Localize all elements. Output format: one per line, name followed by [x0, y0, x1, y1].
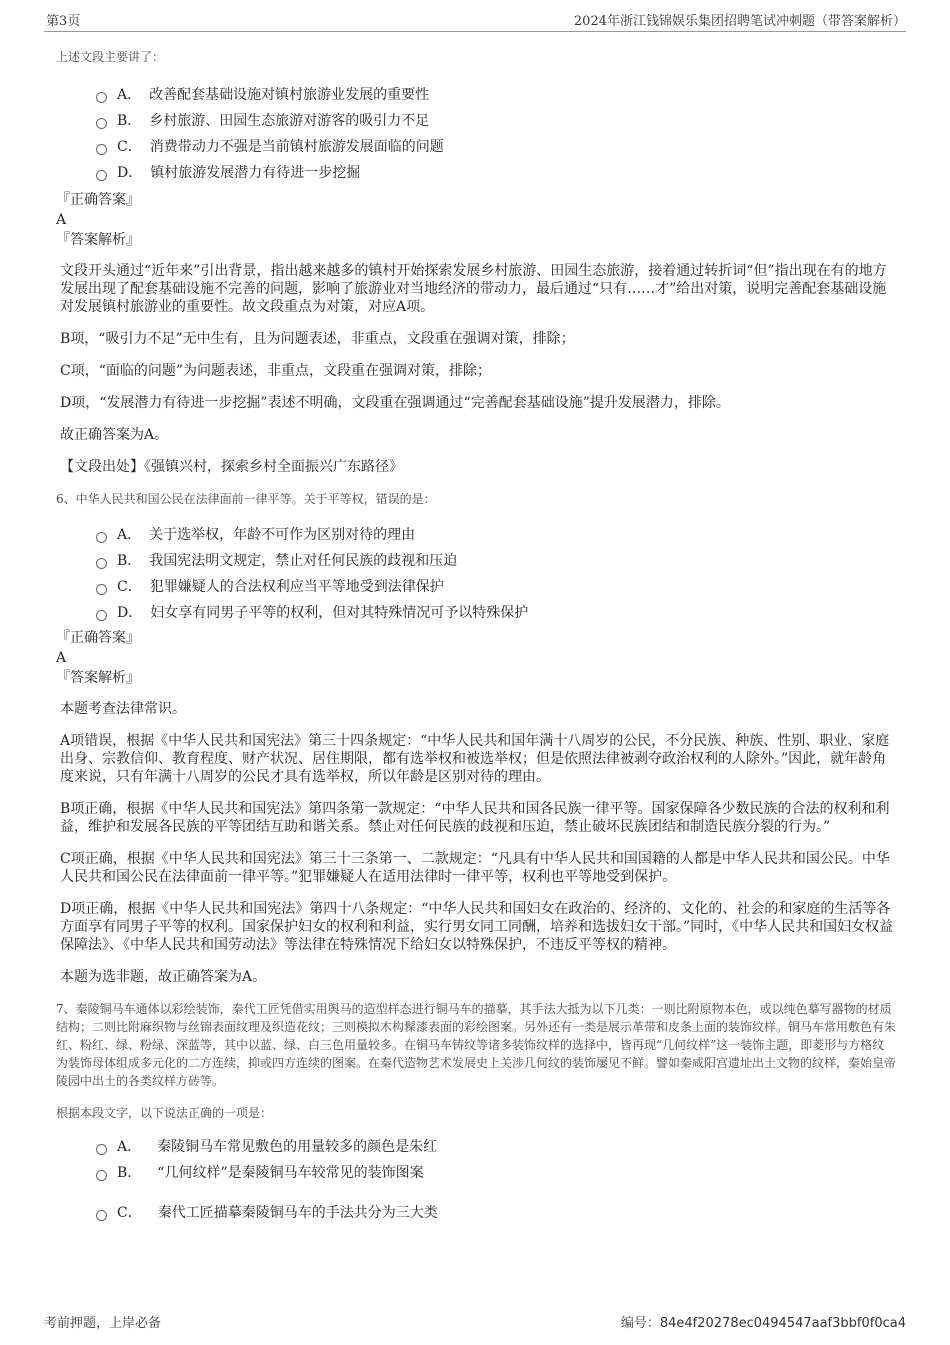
- page-content: [56, 48, 896, 1226]
- radio-button[interactable]: [96, 532, 107, 543]
- analysis-paragraph: C项正确，根据《中华人民共和国宪法》第三十三条第一、二款规定：“凡具有中华人民共和国国籍的人都是中华人民共和国公民。中华人民共和国公民在法律面前一律平等。”犯罪嫌疑人在适用法律时一律平等，权利也平等地受到保护。: [60, 851, 890, 885]
- answer-heading: 『正确答案』: [56, 192, 140, 208]
- radio-button[interactable]: [96, 118, 107, 129]
- answer-value: A: [56, 212, 67, 228]
- option-text: 犯罪嫌疑人的合法权利应当平等地受到法律保护: [149, 579, 444, 595]
- analysis-paragraph: B项，“吸引力不足”无中生有，且为问题表述，非重点，文段重在强调对策，排除；: [60, 331, 575, 347]
- option-a[interactable]: [96, 1134, 896, 1160]
- option-text: 改善配套基础设施对镇村旅游业发展的重要性: [149, 87, 430, 103]
- option-text: 妇女享有同男子平等的权利，但对其特殊情况可予以特殊保护: [150, 605, 529, 621]
- option-d[interactable]: [96, 160, 896, 186]
- option-label: B．: [117, 1165, 142, 1181]
- option-label: B．: [117, 113, 142, 129]
- radio-button[interactable]: [96, 610, 107, 621]
- option-d[interactable]: [96, 600, 896, 626]
- analysis-paragraph: 故正确答案为A。: [60, 427, 169, 443]
- document-title: 2024年浙江钱锦娱乐集团招聘笔试冲刺题（带答案解析）: [573, 14, 906, 29]
- option-label: A．: [117, 87, 142, 103]
- radio-button[interactable]: [96, 1170, 107, 1181]
- option-b[interactable]: [96, 548, 896, 574]
- option-c[interactable]: [96, 1200, 896, 1226]
- option-a[interactable]: [96, 522, 896, 548]
- option-label: D．: [117, 165, 143, 181]
- page-header: [0, 0, 950, 30]
- source-note: 【文段出处】《强镇兴村，探索乡村全面振兴广东路径》: [60, 459, 403, 475]
- radio-button[interactable]: [96, 584, 107, 595]
- analysis-paragraph: D项，“发展潜力有待进一步挖掘”表述不明确，文段重在强调通过“完善配套基础设施”提升发展潜力，排除。: [60, 395, 730, 411]
- option-text: 乡村旅游、田园生态旅游对游客的吸引力不足: [149, 113, 430, 129]
- option-text: 秦陵铜马车常见敷色的用量较多的颜色是朱红: [157, 1139, 438, 1155]
- analysis-heading: 『答案解析』: [56, 670, 140, 686]
- option-text: 我国宪法明文规定，禁止对任何民族的歧视和压迫: [149, 553, 458, 569]
- analysis-paragraph: 本题为选非题，故正确答案为A。: [60, 969, 267, 985]
- answer-heading: 『正确答案』: [56, 630, 140, 646]
- option-label: C．: [117, 139, 142, 155]
- radio-button[interactable]: [96, 144, 107, 155]
- radio-button[interactable]: [96, 92, 107, 103]
- question-title: 6、中华人民共和国公民在法律面前一律平等。关于平等权，错误的是：: [56, 492, 436, 506]
- radio-button[interactable]: [96, 170, 107, 181]
- analysis-paragraph: C项，“面临的问题”为问题表述，非重点，文段重在强调对策，排除；: [60, 363, 492, 379]
- radio-button[interactable]: [96, 1144, 107, 1155]
- radio-button[interactable]: [96, 1210, 107, 1221]
- analysis-paragraph: D项正确，根据《中华人民共和国宪法》第四十八条规定：“中华人民共和国妇女在政治的、经济的、文化的、社会的和家庭的生活等各方面享有同男子平等的权利。国家保护妇女的权利和利益，实行男女同工同酬，培养和选拔妇女干部。”同时，《中华人民共和国妇女权益保障法》、《中华人民共和国劳动法》等法律在特殊情况下给妇女以特殊保护，不违反平等权的精神。: [60, 901, 894, 953]
- question-title: 7、秦陵铜马车通体以彩绘装饰，秦代工匠凭借实用舆马的造型样态进行铜马车的描摹，其手法大抵为以下几类：一则比附原物本色，或以纯色摹写器物的材质结构；二则比附麻织物与丝锦表面纹理及织造花纹；三则模拟木构髹漆表面的彩绘图案。另外还有一类是展示革带和皮条上面的装饰纹样。铜马车常用敷色有朱红、粉红、绿、粉绿、深蓝等，其中以蓝、绿、白三色用量较多。在铜马车铸纹等诸多装饰纹样的选择中，皆再现“几何纹样”这一装饰主题，即菱形与方格纹为装饰母体组成多元化的二方连续，抑或四方连续的图案。在秦代造物艺术发展史上关涉几何纹的装饰屡见不鲜。譬如秦咸阳宫遗址出土文物的纹样，秦始皇帝陵园中出土的各类纹样方砖等。: [56, 1002, 897, 1088]
- footer-slogan: 考前押题，上岸必备: [44, 1316, 162, 1331]
- option-label: C．: [117, 579, 142, 595]
- analysis-paragraph: B项正确，根据《中华人民共和国宪法》第四条第一款规定：“中华人民共和国各民族一律平等。国家保障各少数民族的合法的权利和利益，维护和发展各民族的平等团结互助和谐关系。禁止对任何民族的歧视和压迫，禁止破坏民族团结和制造民族分裂的行为。”: [60, 801, 890, 835]
- analysis-paragraph: 文段开头通过“近年来”引出背景，指出越来越多的镇村开始探索发展乡村旅游、田园生态旅游，接着通过转折词“但”指出现在有的地方发展出现了配套基础设施不完善的问题，影响了旅游业对当地经济的带动力，最后通过“只有……才”给出对策，说明完善配套基础设施对发展镇村旅游业的重要性。故文段重点为对策，对应A项。: [60, 263, 887, 315]
- option-text: 消费带动力不强是当前镇村旅游发展面临的问题: [149, 139, 444, 155]
- option-list: [56, 522, 896, 626]
- option-c[interactable]: [96, 134, 896, 160]
- analysis-paragraph: A项错误，根据《中华人民共和国宪法》第三十四条规定：“中华人民共和国年满十八周岁的公民，不分民族、种族、性别、职业、家庭出身、宗教信仰、教育程度、财产状况、居住期限，都有选举权和被选举权；但是依照法律被剥夺政治权利的人除外。”因此，就年龄角度来说，只有年满十八周岁的公民才具有选举权，所以年龄是区别对待的理由。: [60, 733, 890, 785]
- question-prompt: 根据本段文字，以下说法正确的一项是：: [56, 1106, 273, 1120]
- page-footer: [0, 1312, 950, 1342]
- header-divider: [44, 31, 906, 32]
- option-b[interactable]: [96, 108, 896, 134]
- option-text: 秦代工匠描摹秦陵铜马车的手法共分为三大类: [157, 1205, 438, 1221]
- question-intro: 上述文段主要讲了：: [56, 50, 165, 64]
- option-label: C．: [117, 1205, 142, 1221]
- analysis-paragraph: 本题考查法律常识。: [60, 701, 186, 717]
- option-label: B．: [117, 553, 142, 569]
- option-c[interactable]: [96, 574, 896, 600]
- answer-value: A: [56, 650, 67, 666]
- option-label: D．: [117, 605, 143, 621]
- analysis-heading: 『答案解析』: [56, 232, 140, 248]
- option-text: 关于选举权，年龄不可作为区别对待的理由: [149, 527, 416, 543]
- option-text: “几何纹样”是秦陵铜马车较常见的装饰图案: [157, 1165, 424, 1181]
- option-a[interactable]: [96, 82, 896, 108]
- page-number: 第3页: [46, 14, 81, 29]
- option-text: 镇村旅游发展潜力有待进一步挖掘: [150, 165, 361, 181]
- radio-button[interactable]: [96, 558, 107, 569]
- option-label: A．: [117, 1139, 142, 1155]
- option-list: [56, 1134, 896, 1226]
- option-label: A．: [117, 527, 142, 543]
- option-list: [56, 82, 896, 186]
- document-id: 编号：84e4f20278ec0494547aaf3bbf0f0ca4: [620, 1316, 906, 1331]
- option-b[interactable]: [96, 1160, 896, 1186]
